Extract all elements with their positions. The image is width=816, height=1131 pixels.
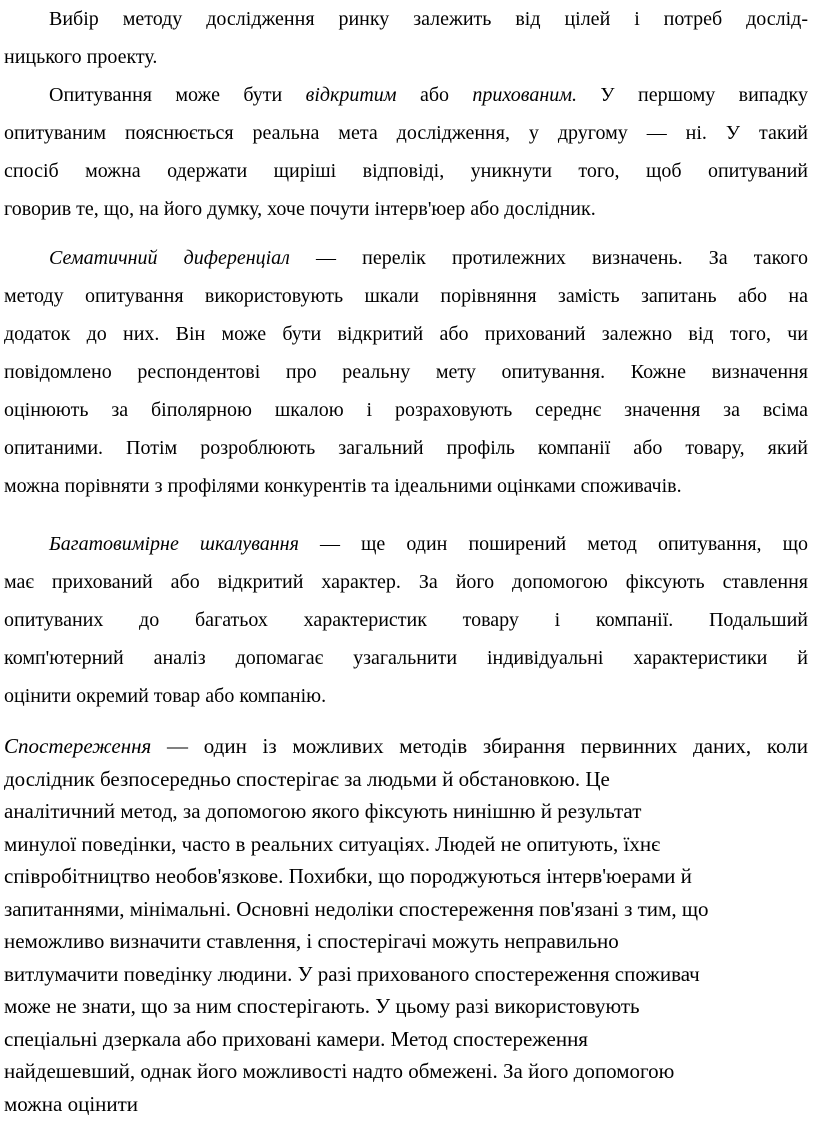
text-line: [4, 239, 808, 277]
text-run: комп'ютерний аналіз допомагає узагальнити індивідуальні характеристики й: [4, 647, 808, 669]
text-line: [4, 763, 808, 796]
text-line: [4, 828, 808, 861]
text-line: [4, 429, 808, 467]
term-italic: прихованим.: [472, 84, 578, 106]
text-run: Опитування може бути: [49, 84, 306, 106]
text-line: [4, 467, 808, 505]
term-italic: Сематичний диференціал: [49, 247, 290, 269]
text-line: [4, 860, 808, 893]
text-line: [4, 1055, 808, 1088]
text-run: У першому випадку: [577, 84, 808, 106]
text-line: [4, 925, 808, 958]
text-run: — ще один поширений метод опитування, що: [298, 533, 808, 555]
text-line: [4, 893, 808, 926]
text-run: опитуваних до багатьох характеристик товару і компанії. Подальший: [4, 609, 808, 631]
text-line: [4, 639, 808, 677]
text-line: [4, 601, 808, 639]
text-line: [4, 277, 808, 315]
text-run: — перелік протилежних визначень. За такого: [289, 247, 808, 269]
text-run: неможливо визначити ставлення, і спостерігачі можуть неправильно: [4, 929, 619, 953]
paragraph-opytuvannia: [4, 76, 808, 228]
text-run: ницького проекту.: [4, 46, 158, 68]
text-line: [4, 990, 808, 1023]
text-run: можна оцінити: [4, 1091, 139, 1116]
term-italic: Спостереження: [4, 734, 152, 758]
text-run: говорив те, що, на його думку, хоче почути інтерв'юер або дослідник.: [4, 198, 596, 220]
text-run: витлумачити поведінку людини. У разі прихованого спостереження споживач: [4, 961, 700, 986]
text-line: [4, 795, 808, 828]
text-line: [4, 563, 808, 601]
text-run: минулої поведінки, часто в реальних ситуаціях. Людей не опитують, їхнє: [4, 831, 661, 856]
text-run: оцінити окремий товар або компанію.: [4, 685, 327, 707]
text-line: [4, 76, 808, 114]
paragraph-intro: [4, 0, 808, 76]
text-run: Вибір методу дослідження ринку залежить від цілей і потреб дослід-: [49, 8, 808, 30]
text-run: можна порівняти з профілями конкурентів та ідеальними оцінками споживачів.: [4, 475, 682, 497]
text-run: співробітництво необов'язкове. Похибки, що породжуються інтерв'юерами й: [4, 864, 692, 888]
text-run: опитуваним пояснюється реальна мета дослідження, у другому — ні. У такий: [4, 122, 808, 144]
term-italic: відкритим: [305, 84, 397, 106]
text-line: [4, 525, 808, 563]
paragraph-sposterezhennia: [4, 730, 808, 1120]
text-line: [4, 1088, 808, 1121]
text-line: [4, 958, 808, 991]
text-run: додаток до них. Він може бути відкритий або прихований залежно від того, чи: [4, 323, 808, 345]
term-italic: Багатовимірне шкалування: [49, 533, 299, 555]
text-line: [4, 0, 808, 38]
paragraph-sematychnyi-dyferentsial: [4, 239, 808, 505]
text-run: спеціальні дзеркала або приховані камери. Метод спостереження: [4, 1026, 588, 1051]
text-run: повідомлено респондентові про реальну мету опитування. Кожне визначення: [4, 361, 808, 383]
text-line: [4, 730, 808, 763]
text-line: [4, 190, 808, 228]
text-line: [4, 114, 808, 152]
paragraph-bahatovymirne-shkaluvannia: [4, 525, 808, 715]
text-run: оцінюють за біполярною шкалою і розраховують середнє значення за всіма: [4, 399, 808, 421]
text-run: опитаними. Потім розроблюють загальний профіль компанії або товару, який: [4, 437, 808, 459]
text-run: — один із можливих методів збирання первинних даних, коли: [151, 734, 808, 758]
text-line: [4, 1023, 808, 1056]
text-line: [4, 315, 808, 353]
text-line: [4, 353, 808, 391]
text-line: [4, 152, 808, 190]
text-run: методу опитування використовують шкали порівняння замість запитань або на: [4, 285, 808, 307]
text-run: аналітичний метод, за допомогою якого фіксують нинішню й результат: [4, 799, 642, 823]
text-run: найдешевший, однак його можливості надто обмежені. За його допомогою: [4, 1059, 675, 1083]
text-run: дослідник безпосередньо спостерігає за людьми й обстановкою. Це: [4, 766, 610, 791]
text-run: запитаннями, мінімальні. Основні недоліки спостереження пов'язані з тим, що: [4, 896, 709, 921]
text-line: [4, 677, 808, 715]
text-run: або: [396, 84, 473, 106]
text-run: спосіб можна одержати щиріші відповіді, уникнути того, щоб опитуваний: [4, 160, 808, 182]
text-run: може не знати, що за ним спостерігають. У цьому разі використовують: [4, 994, 640, 1018]
text-line: [4, 38, 808, 76]
text-run: має прихований або відкритий характер. За його допомогою фіксують ставлення: [4, 571, 808, 593]
text-line: [4, 391, 808, 429]
